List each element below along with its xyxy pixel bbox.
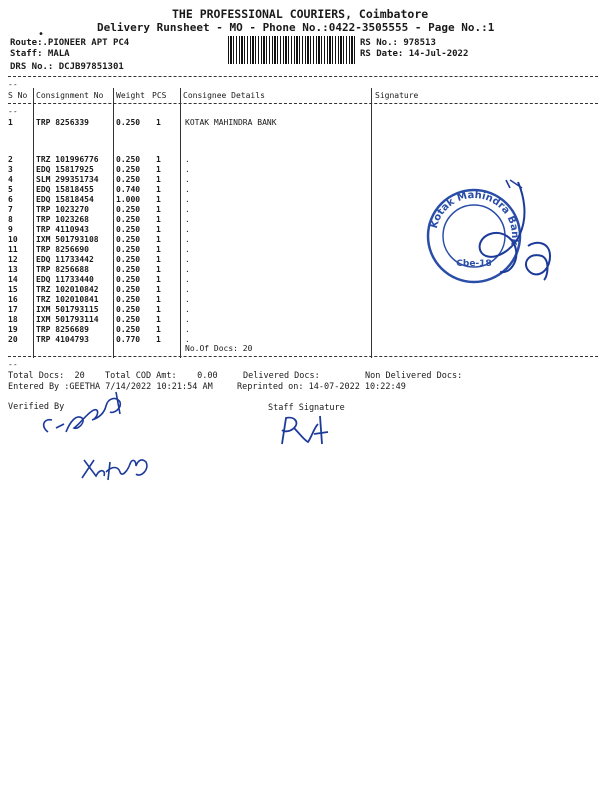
cell-weight: 0.250 <box>116 285 141 294</box>
route-label: Route:.PIONEER APT PC4 <box>10 38 130 48</box>
cell-sno: 17 <box>8 305 18 314</box>
cell-sno: 3 <box>8 165 13 174</box>
cell-pcs: 1 <box>156 235 161 244</box>
cell-weight: 0.250 <box>116 205 141 214</box>
cell-pcs: 1 <box>156 165 161 174</box>
cell-consignee: . <box>185 165 190 174</box>
cell-sno: 19 <box>8 325 18 334</box>
cell-sno: 18 <box>8 315 18 324</box>
company-title: THE PROFESSIONAL COURIERS, Coimbatore <box>172 7 429 21</box>
total-cod: Total COD Amt: 0.00 <box>105 371 218 381</box>
col-header-weight: Weight <box>116 91 145 100</box>
cell-consignment: EDQ 15817925 <box>36 165 94 174</box>
rs-number: RS No.: 978513 <box>360 38 436 48</box>
col-header-pcs: PCS <box>152 91 167 100</box>
cell-consignee: . <box>185 225 190 234</box>
cell-pcs: 1 <box>156 315 161 324</box>
cell-consignment: EDQ 15818455 <box>36 185 94 194</box>
cell-sno: 15 <box>8 285 18 294</box>
cell-weight: 0.250 <box>116 118 141 127</box>
cell-weight: 0.250 <box>116 235 141 244</box>
cell-pcs: 1 <box>156 305 161 314</box>
cell-pcs: 1 <box>156 225 161 234</box>
dot-mark: • <box>38 29 45 40</box>
cell-consignment: TRP 8256689 <box>36 325 89 334</box>
col-header-consignment: Consignment No <box>36 91 104 100</box>
cell-consignee: . <box>185 335 190 344</box>
cell-consignee: . <box>185 175 190 184</box>
cell-sno: 13 <box>8 265 18 274</box>
cell-weight: 0.250 <box>116 325 141 334</box>
staff-label: Staff: MALA <box>10 49 70 59</box>
verifier-signature-2 <box>76 430 166 490</box>
cell-consignee: . <box>185 195 190 204</box>
cell-weight: 0.250 <box>116 305 141 314</box>
cell-weight: 0.250 <box>116 295 141 304</box>
cell-consignment: IXM 501793114 <box>36 315 99 324</box>
cell-weight: 0.250 <box>116 225 141 234</box>
cell-weight: 0.740 <box>116 185 141 194</box>
cell-sno: 5 <box>8 185 13 194</box>
recipient-signature <box>458 176 568 296</box>
cell-consignment: SLM 299351734 <box>36 175 99 184</box>
cell-consignee: . <box>185 325 190 334</box>
cell-weight: 0.250 <box>116 215 141 224</box>
cell-sno: 7 <box>8 205 13 214</box>
runsheet-subtitle: Delivery Runsheet - MO - Phone No.:0422-3505555 - Page No.:1 <box>97 21 495 34</box>
cell-consignment: TRP 1023270 <box>36 205 89 214</box>
drs-number: DRS No.: DCJB97851301 <box>10 62 124 72</box>
cell-weight: 0.250 <box>116 155 141 164</box>
cell-pcs: 1 <box>156 205 161 214</box>
cell-consignee: . <box>185 295 190 304</box>
cell-consignee: KOTAK MAHINDRA BANK <box>185 118 277 127</box>
col-header-sno: S No <box>8 91 28 100</box>
cell-sno: 9 <box>8 225 13 234</box>
cell-weight: 1.000 <box>116 195 141 204</box>
verified-by-label: Verified By <box>8 402 65 412</box>
cell-sno: 8 <box>8 215 13 224</box>
cell-sno: 12 <box>8 255 18 264</box>
barcode-image <box>228 36 356 64</box>
divider <box>8 103 598 104</box>
svg-text:Cbe-18: Cbe-18 <box>456 259 492 269</box>
cell-consignee: . <box>185 275 190 284</box>
divider <box>8 356 598 357</box>
cell-sno: 4 <box>8 175 13 184</box>
table-row <box>0 155 600 165</box>
table-row <box>0 335 600 345</box>
cell-consignee: . <box>185 255 190 264</box>
entered-by: Entered By :GEETHA 7/14/2022 10:21:54 AM <box>8 382 213 392</box>
cell-pcs: 1 <box>156 185 161 194</box>
cell-sno: 10 <box>8 235 18 244</box>
cell-pcs: 1 <box>156 325 161 334</box>
cell-consignment: TRZ 102010842 <box>36 285 99 294</box>
cell-weight: 0.770 <box>116 335 141 344</box>
cell-consignment: EDQ 11733440 <box>36 275 94 284</box>
cell-consignment: EDQ 15818454 <box>36 195 94 204</box>
cell-sno: 20 <box>8 335 18 344</box>
cell-consignee: . <box>185 155 190 164</box>
dash-mark: -- <box>8 107 18 116</box>
reprinted-on: Reprinted on: 14-07-2022 10:22:49 <box>237 382 406 392</box>
table-row <box>0 295 600 305</box>
cell-pcs: 1 <box>156 285 161 294</box>
cell-consignment: EDQ 11733442 <box>36 255 94 264</box>
cell-consignee: . <box>185 215 190 224</box>
cell-consignment: TRP 8256688 <box>36 265 89 274</box>
cell-weight: 0.250 <box>116 265 141 274</box>
cell-consignee: . <box>185 315 190 324</box>
cell-sno: 11 <box>8 245 18 254</box>
cell-consignee: . <box>185 285 190 294</box>
cell-weight: 0.250 <box>116 175 141 184</box>
cell-sno: 2 <box>8 155 13 164</box>
cell-consignment: TRP 8256690 <box>36 245 89 254</box>
cell-pcs: 1 <box>156 175 161 184</box>
cell-consignment: IXM 501793115 <box>36 305 99 314</box>
cell-consignment: TRP 8256339 <box>36 118 89 127</box>
col-header-signature: Signature <box>375 91 419 100</box>
cell-pcs: 1 <box>156 335 161 344</box>
pen-mark <box>508 178 528 194</box>
cell-consignment: TRP 4110943 <box>36 225 89 234</box>
cell-consignment: TRP 1023268 <box>36 215 89 224</box>
cell-consignee: . <box>185 245 190 254</box>
cell-consignee: . <box>185 185 190 194</box>
cell-sno: 1 <box>8 118 13 127</box>
cell-pcs: 1 <box>156 275 161 284</box>
cell-pcs: 1 <box>156 265 161 274</box>
table-row <box>0 165 600 175</box>
cell-consignment: TRZ 102010841 <box>36 295 99 304</box>
cell-consignment: TRZ 101996776 <box>36 155 99 164</box>
cell-pcs: 1 <box>156 155 161 164</box>
cell-sno: 16 <box>8 295 18 304</box>
divider <box>8 76 598 77</box>
cell-consignee: . <box>185 235 190 244</box>
cell-sno: 14 <box>8 275 18 284</box>
rs-date: RS Date: 14-Jul-2022 <box>360 49 469 59</box>
table-row <box>0 305 600 315</box>
table-row <box>0 118 600 128</box>
cell-consignee: . <box>185 205 190 214</box>
staff-signature-label: Staff Signature <box>268 403 345 413</box>
cell-weight: 0.250 <box>116 245 141 254</box>
cell-pcs: 1 <box>156 118 161 127</box>
cell-pcs: 1 <box>156 245 161 254</box>
dash-mark: -- <box>8 80 18 89</box>
non-delivered-docs: Non Delivered Docs: <box>365 371 463 381</box>
no-of-docs: No.Of Docs: 20 <box>185 344 253 353</box>
cell-consignee: . <box>185 305 190 314</box>
cell-pcs: 1 <box>156 215 161 224</box>
svg-text:Kotak Mahindra Bank: Kotak Mahindra Bank <box>428 189 521 247</box>
cell-weight: 0.250 <box>116 255 141 264</box>
cell-sno: 6 <box>8 195 13 204</box>
cell-consignment: TRP 4104793 <box>36 335 89 344</box>
cell-weight: 0.250 <box>116 275 141 284</box>
table-row <box>0 315 600 325</box>
cell-pcs: 1 <box>156 195 161 204</box>
cell-weight: 0.250 <box>116 315 141 324</box>
cell-pcs: 1 <box>156 295 161 304</box>
dash-mark: -- <box>8 360 18 369</box>
delivered-docs: Delivered Docs: <box>243 371 320 381</box>
cell-pcs: 1 <box>156 255 161 264</box>
table-row <box>0 325 600 335</box>
staff-signature <box>276 410 336 450</box>
cell-consignee: . <box>185 265 190 274</box>
col-header-consignee: Consignee Details <box>183 91 265 100</box>
total-docs: Total Docs: 20 <box>8 371 85 381</box>
cell-weight: 0.250 <box>116 165 141 174</box>
cell-consignment: IXM 501793108 <box>36 235 99 244</box>
